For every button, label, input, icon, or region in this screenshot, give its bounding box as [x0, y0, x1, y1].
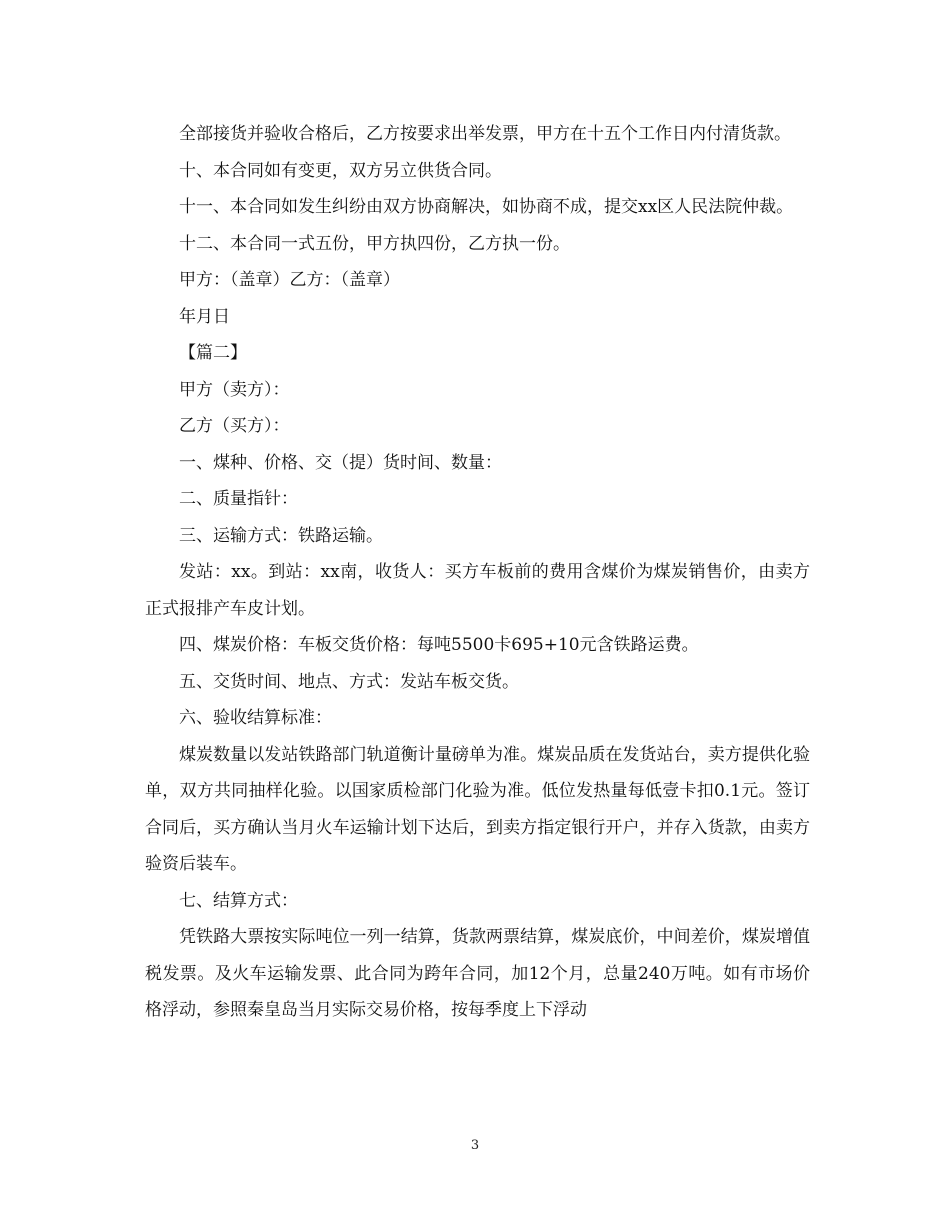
paragraph-item-6: 六、验收结算标准：: [179, 708, 332, 728]
document-body: [145, 116, 810, 1029]
paragraph-stations: 发站：xx。到站：xx南，收货人：买方车板前的费用含煤价为煤炭销售价，由卖方正式报排产车皮计划。: [145, 562, 810, 619]
paragraph-clause-11: 十一、本合同如发生纠纷由双方协商解决，如协商不成，提交xx区人民法院仲裁。: [179, 197, 794, 217]
paragraph-party-a: 甲方（卖方）：: [179, 379, 290, 400]
paragraph-item-4: 四、煤炭价格：车板交货价格：每吨5500卡695+10元含铁路运费。: [179, 635, 699, 655]
paragraph-settlement: 凭铁路大票按实际吨位一列一结算，货款两票结算，煤炭底价，中间差价，煤炭增值税发票。及火车运输发票、此合同为跨年合同，加12个月，总量240万吨。如有市场价格浮动，参照秦皇岛当月实际交易价格，按每季度上下浮动: [145, 927, 810, 1020]
page-number: 3: [470, 1138, 480, 1153]
paragraph-item-3: 三、运输方式：铁路运输。: [179, 525, 383, 546]
paragraph-item-7: 七、结算方式：: [179, 890, 298, 911]
paragraph-date: 年月日: [179, 306, 230, 327]
paragraph-item-5: 五、交货时间、地点、方式：发站车板交货。: [179, 671, 519, 692]
paragraph-item-1: 一、煤种、价格、交（提）货时间、数量：: [179, 452, 502, 473]
section-heading-part-two: 【篇二】: [179, 343, 247, 363]
paragraph-clause-12: 十二、本合同一式五份，甲方执四份，乙方执一份。: [179, 233, 570, 254]
paragraph-item-2: 二、质量指针：: [179, 489, 298, 509]
paragraph-signatures: 甲方：（盖章）乙方：（盖章）: [179, 270, 400, 290]
paragraph-party-b: 乙方（买方）：: [179, 416, 290, 436]
paragraph-payment: 全部接货并验收合格后，乙方按要求出举发票，甲方在十五个工作日内付清货款。: [179, 124, 791, 144]
paragraph-clause-10: 十、本合同如有变更，双方另立供货合同。: [179, 160, 502, 181]
paragraph-acceptance: 煤炭数量以发站铁路部门轨道衡计量磅单为准。煤炭品质在发货站台，卖方提供化验单，双方共同抽样化验。以国家质检部门化验为准。低位发热量每低壹卡扣0.1元。签订合同后，买方确认当月火车运输计划下达后，到卖方指定银行开户，并存入货款，由卖方验资后装车。: [145, 744, 810, 874]
